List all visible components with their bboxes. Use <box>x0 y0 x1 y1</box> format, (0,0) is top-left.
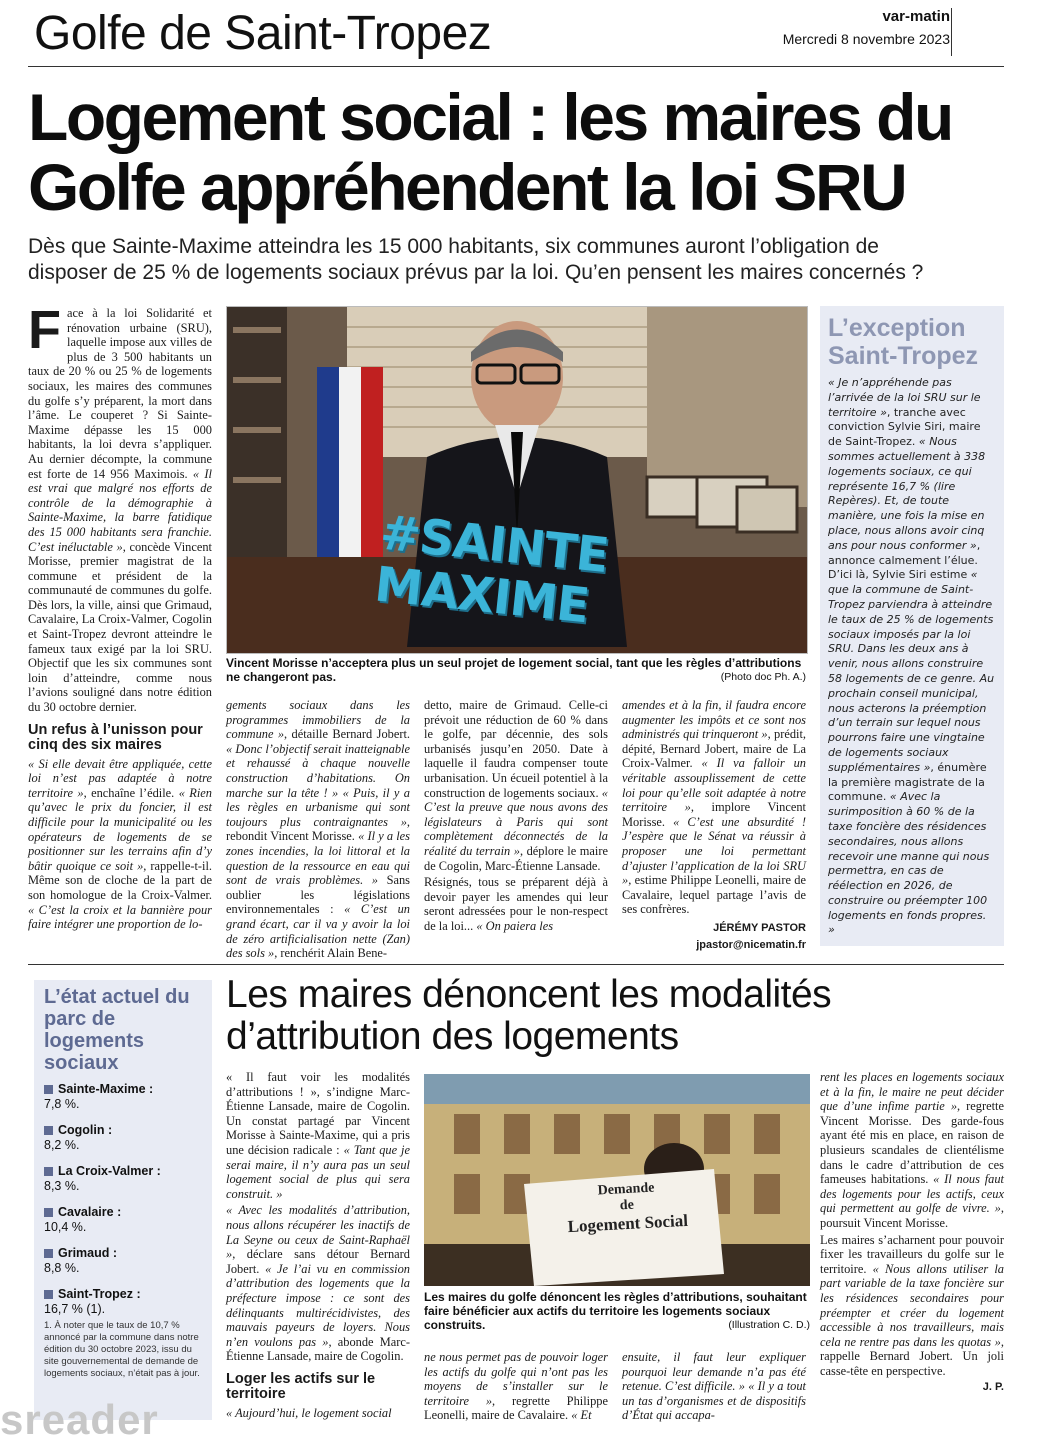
subhead-refus: Un refus à l’unisson pour cinq des six maires <box>28 721 203 753</box>
a2c2-text-1: , regrette Philippe Leonelli, maire de Cavalaire. <box>424 1393 608 1423</box>
bullet-square-icon <box>44 1085 53 1094</box>
a2c3-quote-2: « Il y a tout un tas d’organismes et de dispositifs d’État qui accapa- <box>622 1379 806 1423</box>
col4-quote-2: « Il va falloir un véritable assouplissement de cette loi pour qu’elle soit adaptée à notre territoire » <box>622 756 806 815</box>
col1-quote-2: « Si elle devait être appliquée, cette loi n’est pas adaptée à notre territoire » <box>28 756 212 800</box>
secondary-headline-line-2: d’attribution des logements <box>226 1015 679 1058</box>
sign-line-3: Logement Social <box>567 1210 689 1237</box>
masthead <box>783 8 950 47</box>
bullet-square-icon <box>44 1249 53 1258</box>
section-title: Golfe de Saint-Tropez <box>34 7 492 60</box>
sidebar-etat-actuel <box>34 980 212 1420</box>
col2-text-2: , rebondit Vincent Morisse. <box>226 814 410 844</box>
col1-text-1: ace à la loi Solidarité et rénovation urbaine (SRU), laquelle impose aux villes de plus de 3 500 habitants un taux de 20 % ou 25 % de logements sociaux, les maires des communes du golfe s’y préparent, la mort dans l’âme. Le couperet ? Si Sainte-Maxime dépasse les 15 000 habitants, la loi devra s’appliquer. Au dernier décompte, la commune est forte de 14 956 Maximois. <box>28 306 212 481</box>
sidebar-exception-body <box>820 376 1004 938</box>
photo2-caption <box>424 1290 810 1332</box>
etat-rate: 8,2 %. <box>44 1138 80 1152</box>
photo-demande-logement-social <box>424 1074 810 1286</box>
a2c4-text-1: , regrette Vincent Morisse. Des garde-fous ayant été mis en place, en raison de plusieurs scandales de clientélisme dans le cadre d’attribution de ces fameuses habitations. <box>820 1099 1004 1187</box>
sb1-quote-4: « Avec la surimposition à 60 % de la taxe foncière des résidences secondaires, nous allons recevoir une manne qui nous permettra, en cas de réélection en 2026, de construire ou préempter 100 logements en fonds propres. » <box>828 790 990 937</box>
sb1-quote-1: « Je n’appréhende pas l’arrivée de la loi SRU sur le territoire » <box>828 376 981 419</box>
col2-quote-3: « Puis, il y a les règles en urbanisme qui sont toujours plus contraignantes » <box>226 785 410 829</box>
a2c1-text-1: , s’indigne Marc-Étienne Lansade, maire de Cogolin. Un constat partagé par Vincent Morisse à Sainte-Maxime, qui a pris une décision radicale : <box>226 1084 410 1157</box>
a2c1-quote-4: « Je l’ai vu en commission d’attribution des logements que la préfecture impose : ce sont des délinquants multirécidivistes, des mauvais payeurs de loyers. Nous n’en voulons pas » <box>226 1261 410 1349</box>
a2c4-text-3: Les maires s’acharnent pour pouvoir fixer les travailleurs du golfe sur le territoire. <box>820 1232 1004 1276</box>
a2c4-quote-3: « Nous allons utiliser la part variable de la taxe foncière sur les résidences secondaires pour préempter et créer du logement accessible à nos travailleurs, mais cela ne rentre pas dans les quotas » <box>820 1261 1004 1349</box>
sb1-quote-3: « que la commune de Saint-Tropez parviendra à atteindre le taux de 25 % de logements sociaux imposés par la loi SRU. Dans les deux ans à venir, nous allons construire 58 logements de ce genre. Au prochain conseil municipal, nous acterons la préemption d’un terrain sur lequel nous pourrons faire une vingtaine de logements sociaux supplémentaires » <box>828 568 995 774</box>
col3-text-3: Résignés, tous se préparent déjà à devoir payer les amendes qui leur seront adressées pour le non-respect de la loi... <box>424 875 608 933</box>
col2-quote-2: « Donc l’objectif serait inatteignable et rehaussé à chaque nouvelle construction d’habitations. On marche sur la tête ! » <box>226 741 410 800</box>
photo1-caption <box>226 656 806 684</box>
secondary-headline <box>226 974 1006 1058</box>
a2c2-quote-2: « Et <box>571 1408 592 1423</box>
col3-quote-2: « On paiera les <box>476 918 554 933</box>
col1-quote-4: « C’est la croix et la bannière pour faire intégrer une proportion de lo- <box>28 902 212 932</box>
byline-author: JÉRÉMY PASTOR <box>713 921 806 934</box>
sidebar-exception-title-line-1: L’exception <box>828 314 966 342</box>
header-rule <box>28 66 1004 67</box>
sidebar-exception-title <box>820 306 1004 376</box>
etat-item-sainte-maxime <box>34 1082 212 1111</box>
etat-commune: Cavalaire : <box>58 1205 122 1219</box>
etat-commune: La Croix-Valmer : <box>58 1164 161 1178</box>
masthead-divider <box>951 8 952 56</box>
a2c1-quote-5: « Aujourd’hui, le logement social <box>226 1405 392 1420</box>
a2c2-quote-1: ne nous permet pas de pouvoir loger les actifs du golfe qui n’ont pas les moyens de s’installer sur le territoire » <box>424 1350 608 1408</box>
etat-footnote: 1. À noter que le taux de 10,7 % annoncé par la commune dans notre édition du 30 octobre 2023, issu du site gouvernemental de demande de logements sociaux, n’était pas à jour. <box>44 1320 200 1379</box>
col2-text-1: , détaille Bernard Jobert. <box>284 727 410 742</box>
sb1-text-2: , annonce calmement l’élue. D’ici là, Sylvie Siri estime <box>828 538 981 582</box>
a2c1-quote-3: « Avec les modalités d’attribution, nous allons récupérer les inactifs de La Seyne ou ceux de Saint-Raphaël » <box>226 1203 410 1262</box>
main-headline <box>28 82 1018 222</box>
etat-item-saint-tropez <box>34 1287 212 1316</box>
a2c1-quote-1: « Il faut voir les modalités d’attributions ! » <box>226 1070 410 1099</box>
headline-line-2: Golfe appréhendent la loi SRU <box>28 150 906 224</box>
photo1-caption-text: Vincent Morisse n’acceptera plus un seul projet de logement social, tant que les règles d’attributions ne changeront pas. <box>226 656 802 684</box>
col2-text-3: Sans oublier les législations environnementales : <box>226 873 410 917</box>
col2-quote-5: « C’est un grand écart, car il va y avoir la loi de zéro artificialisation nette (Zan) des sols » <box>226 902 411 961</box>
col1-text-3: , enchaîne l’édile. <box>83 785 175 800</box>
col4-quote-1: amendes et à la fin, il faudra encore augmenter les impôts et ce sont nos administrés qui trinqueront » <box>622 698 806 742</box>
article-column-4 <box>622 698 806 952</box>
bullet-square-icon <box>44 1208 53 1217</box>
sb1-text-3: , énumère la première magistrate de la commune. <box>828 760 987 804</box>
deck-line-2: disposer de 25 % de logements sociaux prévus par la loi. Qu’en pensent les maires concernés ? <box>28 261 924 284</box>
a2c4-quote-2: « Il nous faut des logements pour les actifs, ceux qui permettent au golfe de vivre. » <box>820 1172 1004 1216</box>
a2c1-text-2: , déclare sans détour Bernard Jobert. <box>226 1247 410 1276</box>
col3-text-1: detto, maire de Grimaud. Celle-ci prévoit une réduction de 60 % dans le golfe, par décennie, des sols urbanisés jusqu’en 2050. Date à laquelle il faudra compenser toute urbanisation. Un écueil potentiel à la construction de logements sociaux. <box>424 698 608 800</box>
etat-item-la-croix-valmer <box>34 1164 212 1193</box>
etat-rate: 7,8 %. <box>44 1097 80 1111</box>
etat-rate: 16,7 % (1). <box>44 1302 106 1316</box>
article2-column-1 <box>226 1070 410 1422</box>
a2c4-quote-1: rent les places en logements sociaux et à la fin, le maire ne peut décider que d’une infime partie » <box>820 1070 1004 1114</box>
col4-text-1: , prédit, dépité, Bernard Jobert, maire de La Croix-Valmer. <box>622 727 806 771</box>
bullet-square-icon <box>44 1126 53 1135</box>
secondary-headline-line-1: Les maires dénoncent les modalités <box>226 973 832 1016</box>
col3-text-2: , déplore le maire de Cogolin, Marc-Étienne Lansade. <box>424 843 608 873</box>
col1-quote-1: « Il est vrai que malgré nos efforts de contrôle de la démographie à Sainte-Maxime, la barre fatidique des 15 000 habitants sera franchie. C’est inéluctable » <box>28 466 212 554</box>
col1-text-4: , rappelle-t-il. Même son de cloche de la part de son homologue de la Croix-Valmer. <box>28 858 212 902</box>
photo2-credit: (Illustration C. D.) <box>728 1319 810 1331</box>
photo-vincent-morisse <box>226 306 808 654</box>
photo1-credit: (Photo doc Ph. A.) <box>720 671 806 683</box>
col3-quote-1: « C’est la preuve que nous avons des législateurs à Paris qui sont complètement déconnectés de la réalité du terrain » <box>424 785 608 858</box>
col2-quote-1: gements sociaux dans les programmes immobiliers de la commune » <box>226 698 410 742</box>
bullet-square-icon <box>44 1290 53 1299</box>
a2c4-text-4: , rappelle Bernard Jobert. Un joli casse-tête en perspective. <box>820 1334 1004 1378</box>
article-column-1 <box>28 300 212 934</box>
sb1-text-1: , tranche avec conviction Sylvie Siri, maire de Saint-Tropez. <box>828 405 981 449</box>
article2-column-3 <box>622 1350 806 1425</box>
a2c3-quote-1: ensuite, il faut leur expliquer pourquoi leur demande n’a pas été retenue. C’est difficile. » <box>622 1350 806 1394</box>
demande-sign-text <box>533 1177 721 1239</box>
sidebar-exception-saint-tropez <box>820 306 1004 946</box>
byline-email[interactable]: jpastor@nicematin.fr <box>696 938 806 951</box>
a2c1-quote-2: « Tant que je serai maire, il n’y aura pas un seul logement social de plus qui sera construit. » <box>226 1142 410 1201</box>
article-deck <box>28 234 1008 286</box>
newspaper-brand: var-matin <box>882 8 950 25</box>
drop-cap: F <box>28 300 61 360</box>
article2-column-4 <box>820 1070 1004 1395</box>
article2-signoff: J. P. <box>982 1381 1004 1394</box>
col2-text-4: , renchérit Alain Bene- <box>274 946 388 961</box>
etat-commune: Saint-Tropez : <box>58 1287 141 1301</box>
sign-line-2: de <box>619 1197 635 1214</box>
etat-commune: Sainte-Maxime : <box>58 1082 154 1096</box>
etat-item-grimaud <box>34 1246 212 1275</box>
col2-quote-4: « Il y a les zones incendies, la loi littoral et la question de la ressource en eau qui sont de vrais problèmes. » <box>226 829 410 888</box>
section-divider <box>28 964 1004 965</box>
a2c4-text-2: , poursuit Vincent Morisse. <box>820 1201 1004 1230</box>
sidebar-etat-title: L’état actuel du parc de logements sociaux <box>44 986 190 1074</box>
photo2-caption-text: Les maires du golfe dénoncent les règles d’attributions, souhaitant faire bénéficier aux actifs du territoire les logements sociaux construits. <box>424 1290 807 1332</box>
headline-line-1: Logement social : les maires du <box>28 80 952 154</box>
col4-text-2: , implore Vincent Morisse. <box>622 800 806 829</box>
col1-text-2: , concède Vincent Morisse, premier magistrat de la commune et président de la communauté de communes du golfe. Dès lors, la ville, ainsi que Grimaud, Cavalaire, La Croix-Valmer, Cogolin et Saint-Tropez devront atteindre le fameux taux exigé par la loi SRU. Objectif que les six communes sont loin d’atteindre, comme nous l’avions souligné dans notre édition du 30 octobre dernier. <box>28 539 212 715</box>
etat-commune: Cogolin : <box>58 1123 113 1137</box>
col4-quote-3: « C’est une absurdité ! J’espère que le Sénat va réussir à proposer une loi permettant d’ajuster l’application de la loi SRU » <box>622 814 807 888</box>
bullet-square-icon <box>44 1167 53 1176</box>
sidebar-exception-title-line-2: Saint-Tropez <box>828 342 979 370</box>
a2c1-text-3: , abonde Marc-Étienne Lansade, maire de Cogolin. <box>226 1334 410 1364</box>
sign-line-1: Demande <box>597 1180 655 1199</box>
publication-date: Mercredi 8 novembre 2023 <box>782 31 950 47</box>
etat-item-cogolin <box>34 1123 212 1152</box>
etat-rate: 8,8 %. <box>44 1261 80 1275</box>
etat-item-cavalaire <box>34 1205 212 1234</box>
col1-quote-3: « Rien qu’avec le prix du foncier, il est difficile pour la municipalité ou les opérateurs de logements de se positionner sur les terrains afin d’y bâtir quoique ce soit » <box>28 785 212 873</box>
street-illustration <box>424 1074 810 1286</box>
watermark: sreader <box>0 1396 159 1443</box>
subhead-loger-actifs: Loger les actifs sur le territoire <box>226 1370 376 1402</box>
deck-line-1: Dès que Sainte-Maxime atteindra les 15 000 habitants, six communes auront l’obligation de <box>28 235 879 258</box>
article-column-3 <box>424 698 608 936</box>
sainte-maxime-sign: #SAINTE MAXIME <box>372 504 611 635</box>
etat-commune: Grimaud : <box>58 1246 118 1260</box>
sb1-quote-2: « Nous sommes actuellement à 338 logements sociaux, ce qui représente 16,7 % (lire Repères). Et, de toute manière, une fois la mise en place, nous allons avoir cinq ans pour nous conformer » <box>828 435 986 552</box>
article-column-2 <box>226 698 410 963</box>
col4-text-3: , estime Philippe Leonelli, maire de Cavalaire, lequel partage l’avis de ses confrères. <box>622 873 806 917</box>
etat-rate: 8,3 %. <box>44 1179 80 1193</box>
article2-column-2 <box>424 1350 608 1425</box>
etat-rate: 10,4 %. <box>44 1220 87 1234</box>
